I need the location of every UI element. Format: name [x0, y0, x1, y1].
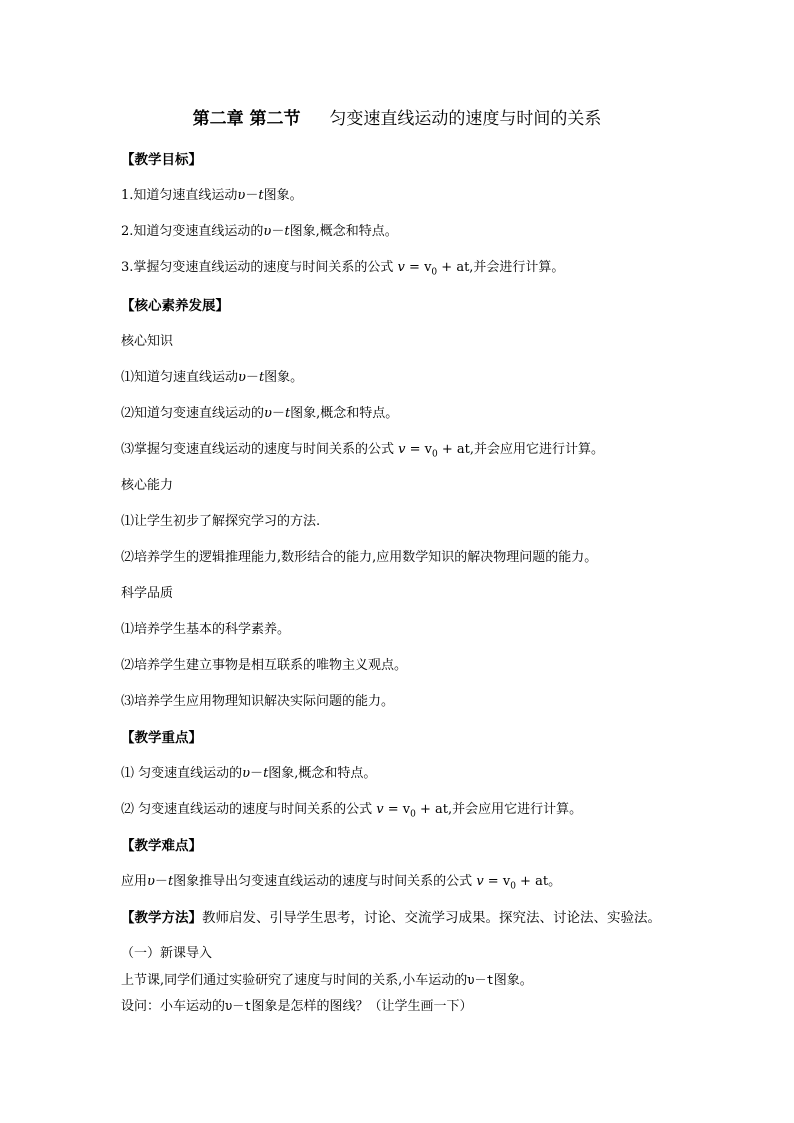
difficulties-heading: 【教学难点】	[121, 838, 202, 854]
goal-item-2: 2.知道匀变速直线运动的υ－t图象,概念和特点。	[121, 224, 398, 239]
core-heading: 【核心素养发展】	[121, 298, 229, 314]
difficulty-item: 应用υ－t图象推导出匀变速直线运动的速度与时间关系的公式 $v = v_0$ + at。	[121, 874, 562, 892]
keypoint-item-1: ⑴ 匀变速直线运动的υ－t图象,概念和特点。	[121, 766, 377, 781]
core-ability-item-1: ⑴让学生初步了解探究学习的方法.	[121, 514, 321, 529]
title-chapter: 第二章 第二节	[192, 109, 301, 129]
core-ability-label: 核心能力	[121, 478, 174, 493]
title-topic: 匀变速直线运动的速度与时间的关系	[329, 109, 602, 129]
intro-paragraph-2: 设问：小车运动的υ－t图象是怎样的图线？（让学生画一下）	[121, 999, 473, 1014]
core-quality-item-2: ⑵培养学生建立事物是相互联系的唯物主义观点。	[121, 658, 408, 673]
intro-label: （一）新课导入	[121, 946, 213, 961]
core-ability-item-2: ⑵培养学生的逻辑推理能力,数形结合的能力,应用数学知识的解决物理问题的能力。	[121, 550, 598, 565]
core-quality-item-1: ⑴培养学生基本的科学素养。	[121, 622, 291, 637]
document-title	[0, 108, 794, 130]
core-quality-item-3: ⑶培养学生应用物理知识解决实际问题的能力。	[121, 694, 395, 709]
methods-heading: 【教学方法】	[121, 910, 202, 926]
core-knowledge-label: 核心知识	[121, 334, 174, 349]
core-quality-label: 科学品质	[121, 586, 174, 601]
methods-text: 教师启发、引导学生思考，讨论、交流学习成果。探究法、讨论法、实验法。	[202, 910, 661, 926]
intro-paragraph-1: 上节课,同学们通过实验研究了速度与时间的关系,小车运动的υ－t图象。	[121, 973, 533, 988]
methods-line	[121, 909, 721, 927]
core-knowledge-item-1: ⑴知道匀速直线运动υ－t图象。	[121, 370, 304, 385]
keypoint-item-2: ⑵ 匀变速直线运动的速度与时间关系的公式 $v = v_0$ + at,并会应用它进行计算。	[121, 802, 583, 820]
goal-item-1: 1.知道匀速直线运动υ－t图象。	[121, 188, 303, 203]
goals-heading: 【教学目标】	[121, 152, 202, 168]
keypoints-heading: 【教学重点】	[121, 730, 202, 746]
goal-item-3: 3.掌握匀变速直线运动的速度与时间关系的公式 $v = v_0$ + at,并会进行计算。	[121, 260, 565, 278]
core-knowledge-item-2: ⑵知道匀变速直线运动的υ－t图象,概念和特点。	[121, 406, 399, 421]
core-knowledge-item-3: ⑶掌握匀变速直线运动的速度与时间关系的公式 $v = v_0$ + at,并会应用它进行计算。	[121, 442, 605, 460]
